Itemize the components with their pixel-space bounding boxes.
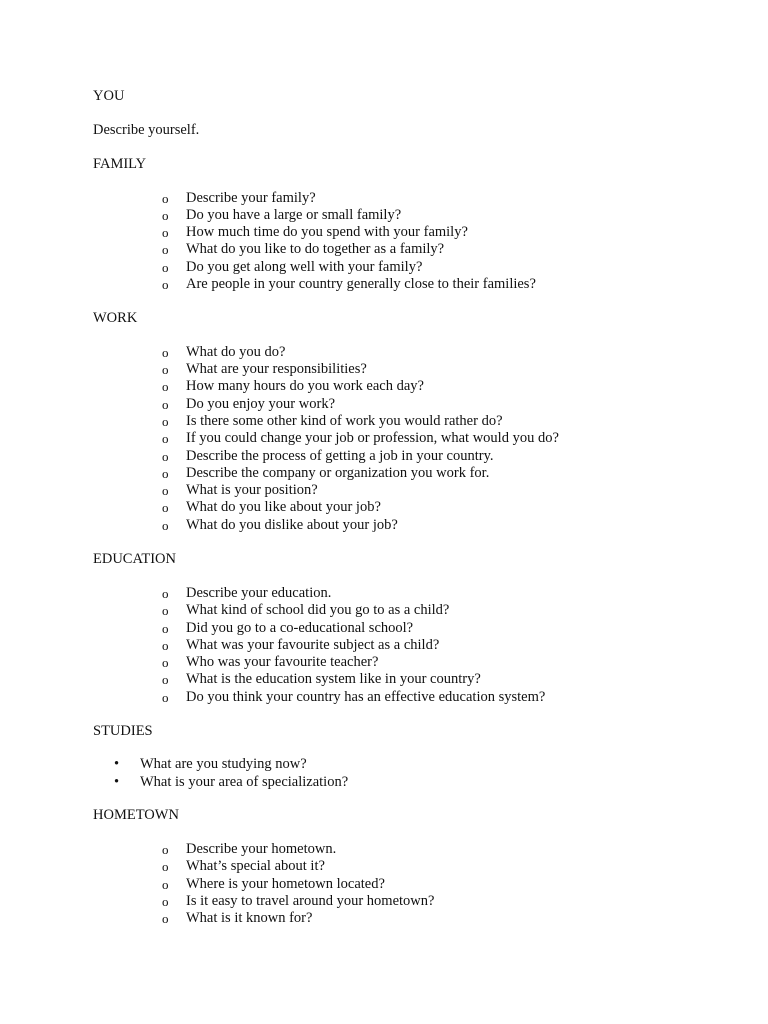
list-bullet: o — [162, 277, 169, 292]
list-item: What was your favourite subject as a child? — [186, 637, 440, 653]
list-item: What’s special about it? — [186, 858, 325, 874]
list-item: What are you studying now? — [140, 756, 307, 772]
list-item: Is it easy to travel around your hometown? — [186, 893, 435, 909]
list-item: What is the education system like in your country? — [186, 671, 481, 687]
list-bullet: o — [162, 672, 169, 687]
list-bullet: o — [162, 242, 169, 257]
list-item: Describe your hometown. — [186, 841, 337, 857]
section-heading-education: EDUCATION — [93, 551, 176, 567]
list-item: Where is your hometown located? — [186, 876, 385, 892]
list-item: Do you get along well with your family? — [186, 259, 423, 275]
list-item: What are your responsibilities? — [186, 361, 367, 377]
list-bullet: o — [162, 500, 169, 515]
list-bullet: o — [162, 621, 169, 636]
section-heading-work: WORK — [93, 310, 138, 326]
list-item: What do you like to do together as a family? — [186, 241, 445, 257]
list-item: Describe the process of getting a job in your country. — [186, 448, 494, 464]
list-item: What do you dislike about your job? — [186, 517, 398, 533]
list-item: Is there some other kind of work you would rather do? — [186, 413, 503, 429]
list-bullet: o — [162, 877, 169, 892]
list-item: How much time do you spend with your family? — [186, 224, 468, 240]
list-bullet: o — [162, 603, 169, 618]
list-bullet: o — [162, 225, 169, 240]
list-item: Do you think your country has an effective education system? — [186, 689, 546, 705]
list-item: Describe your education. — [186, 585, 332, 601]
list-bullet: o — [162, 449, 169, 464]
list-bullet: o — [162, 518, 169, 533]
list-bullet: o — [162, 894, 169, 909]
list-bullet: o — [162, 260, 169, 275]
list-bullet: o — [162, 414, 169, 429]
list-item: Describe the company or organization you work for. — [186, 465, 490, 481]
list-bullet: o — [162, 397, 169, 412]
list-bullet: o — [162, 483, 169, 498]
list-item: What kind of school did you go to as a child? — [186, 602, 450, 618]
list-bullet: o — [162, 655, 169, 670]
list-item: Did you go to a co-educational school? — [186, 620, 414, 636]
list-bullet: o — [162, 586, 169, 601]
list-item: How many hours do you work each day? — [186, 378, 424, 394]
list-bullet: o — [162, 345, 169, 360]
list-bullet: o — [162, 859, 169, 874]
list-bullet: o — [162, 208, 169, 223]
list-bullet: o — [162, 379, 169, 394]
list-bullet: o — [162, 638, 169, 653]
list-item: What do you like about your job? — [186, 499, 381, 515]
section-heading-hometown: HOMETOWN — [93, 807, 179, 823]
list-bullet: o — [162, 431, 169, 446]
paragraph-describe-yourself: Describe yourself. — [93, 122, 200, 138]
list-bullet: o — [162, 466, 169, 481]
list-item: What is your position? — [186, 482, 318, 498]
list-bullet: o — [162, 842, 169, 857]
list-item: What is your area of specialization? — [140, 774, 349, 790]
list-bullet: o — [162, 362, 169, 377]
list-item: Do you enjoy your work? — [186, 396, 336, 412]
list-item: If you could change your job or profession, what would you do? — [186, 430, 559, 446]
list-item: Are people in your country generally close to their families? — [186, 276, 536, 292]
section-heading-you: YOU — [93, 88, 125, 104]
list-bullet: • — [114, 756, 120, 772]
list-bullet: o — [162, 911, 169, 926]
list-bullet: o — [162, 690, 169, 705]
list-bullet: o — [162, 191, 169, 206]
list-item: What do you do? — [186, 344, 286, 360]
section-heading-studies: STUDIES — [93, 723, 153, 739]
list-item: Who was your favourite teacher? — [186, 654, 379, 670]
section-heading-family: FAMILY — [93, 156, 147, 172]
list-item: What is it known for? — [186, 910, 313, 926]
list-item: Describe your family? — [186, 190, 316, 206]
list-bullet: • — [114, 774, 120, 790]
list-item: Do you have a large or small family? — [186, 207, 402, 223]
